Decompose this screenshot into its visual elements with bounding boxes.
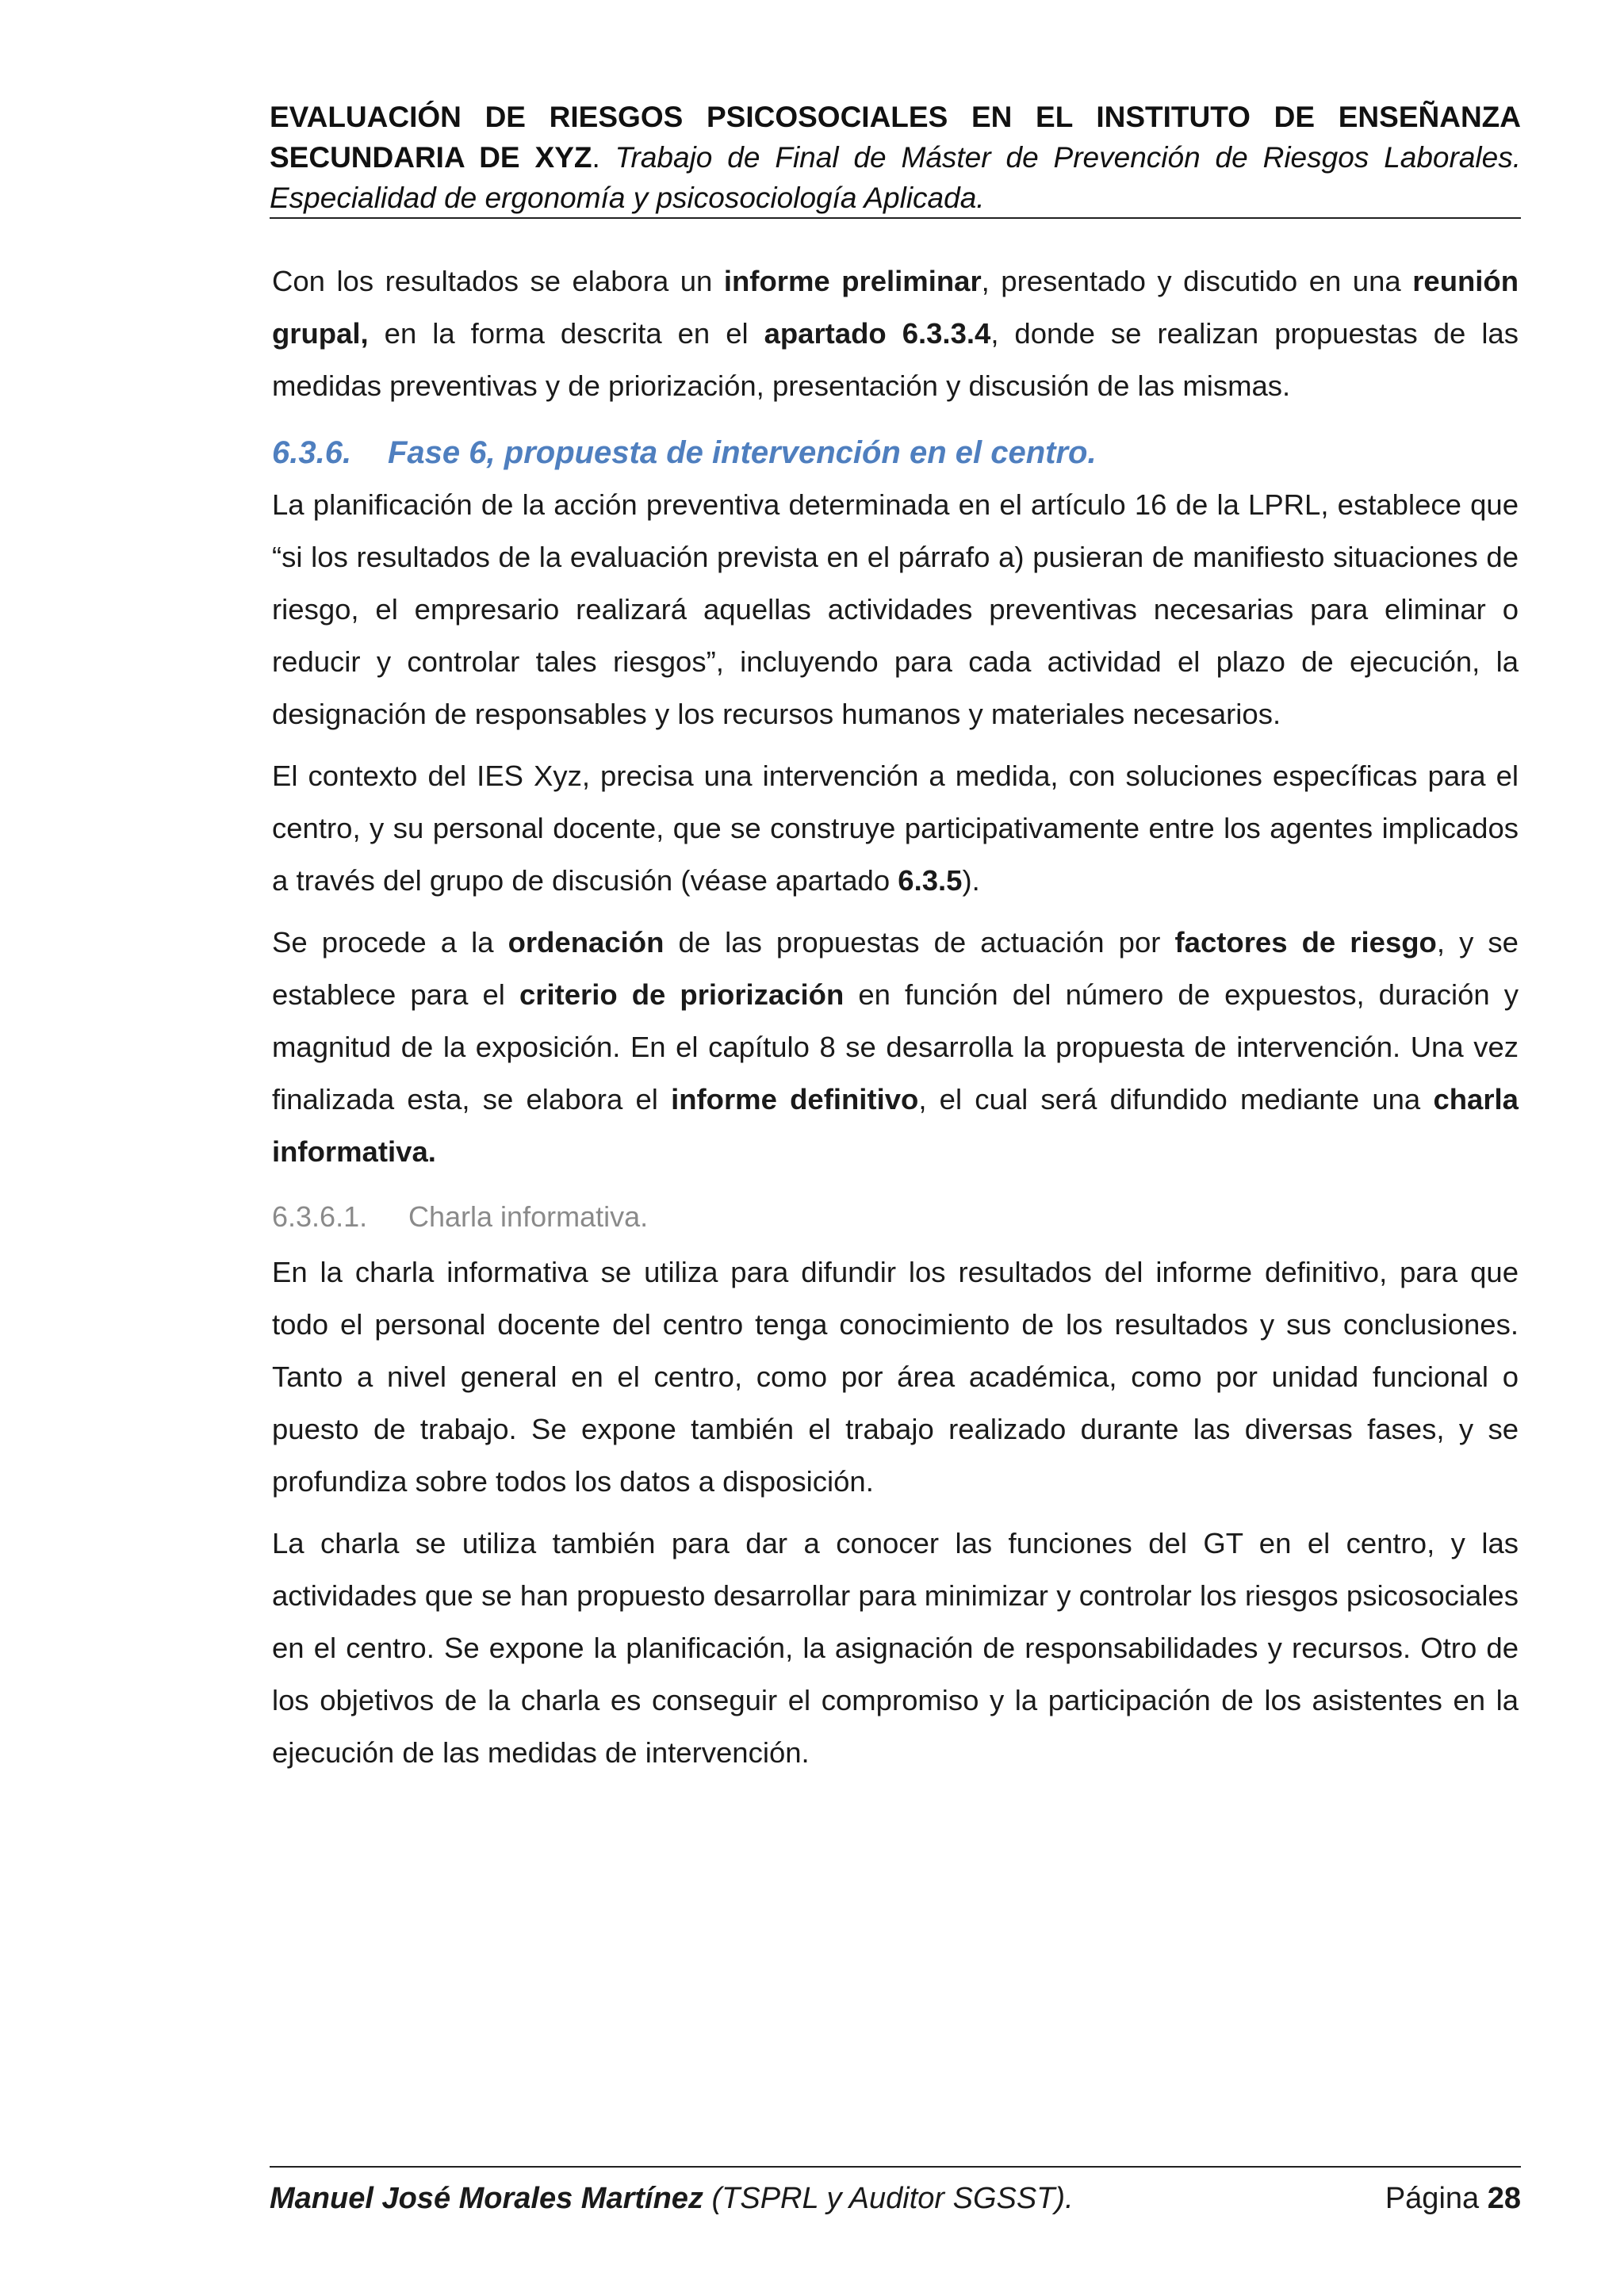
text: , donde se realizan propuestas de las medidas preventivas y de priorización, presentación y discusión de las mismas. xyxy=(272,317,1519,402)
bold-text: ordenación xyxy=(508,926,665,959)
header-subtitle: Trabajo de Final de Máster de Prevención de Riesgos Laborales. Especialidad de ergonomía y psicosociología Aplicada. xyxy=(270,141,1521,214)
header-title: EVALUACIÓN DE RIESGOS PSICOSOCIALES EN EL INSTITUTO DE ENSEÑANZA SECUNDARIA DE XYZ xyxy=(270,101,1521,174)
paragraph-preliminary-report xyxy=(272,255,1519,412)
running-header xyxy=(270,97,1521,218)
text: ). xyxy=(962,864,980,897)
paragraph-planning: La planificación de la acción preventiva determinada en el artículo 16 de la LPRL, establece que “si los resultados de la evaluación prevista en el párrafo a) pusieran de manifiesto situaciones de riesgo, el empresario realizará aquellas actividades preventivas necesarias para eliminar o reducir y controlar tales riesgos”, incluyendo para cada actividad el plazo de ejecución, la designación de responsables y los recursos humanos y materiales necesarios. xyxy=(272,488,1519,730)
page-label: Página xyxy=(1385,2182,1488,2215)
subsection-number: 6.3.6.1. xyxy=(272,1200,368,1233)
section-heading xyxy=(272,427,1519,479)
paragraph-context xyxy=(272,750,1519,907)
section-number: 6.3.6. xyxy=(272,435,352,470)
bold-text: charla informativa. xyxy=(272,1083,1519,1168)
running-footer xyxy=(270,2176,1521,2221)
text: El contexto del IES Xyz, precisa una intervención a medida, con soluciones específicas para el centro, y su personal docente, que se construye participativamente entre los agentes implicados a través del grupo de discusión (véase apartado xyxy=(272,760,1519,897)
paragraph-ordering xyxy=(272,916,1519,1178)
text: en función del número de expuestos, duración y magnitud de la exposición. En el capítulo 8 se desarrolla la propuesta de intervención. Una vez finalizada esta, se elabora el xyxy=(272,978,1519,1115)
bold-text: 6.3.5 xyxy=(898,864,963,897)
text: de las propuestas de actuación por xyxy=(664,926,1175,959)
text: Con los resultados se elabora un xyxy=(272,265,724,297)
bold-text: apartado 6.3.3.4 xyxy=(764,317,991,350)
text: en la forma descrita en el xyxy=(368,317,764,350)
document-body xyxy=(272,255,1519,1789)
bold-text: reunión grupal, xyxy=(272,265,1519,350)
paragraph-talk-objectives: La charla se utiliza también para dar a conocer las funciones del GT en el centro, y las actividades que se han propuesto desarrollar para minimizar y controlar los riesgos psicosociales en el centro. Se expone la planificación, la asignación de responsabilidades y recursos. Otro de los objetivos de la charla es conseguir el compromiso y la participación de los asistentes en la ejecución de las medidas de intervención. xyxy=(272,1527,1519,1769)
bold-text: criterio de priorización xyxy=(519,978,845,1011)
bold-text: factores de riesgo xyxy=(1174,926,1437,959)
page-number-value: 28 xyxy=(1487,2182,1521,2215)
footer-rule xyxy=(270,2166,1521,2168)
bold-text: informe preliminar xyxy=(723,265,982,297)
footer-author: Manuel José Morales Martínez xyxy=(270,2182,703,2215)
paragraph-talk-purpose: En la charla informativa se utiliza para difundir los resultados del informe definitivo, para que todo el personal docente del centro tenga conocimiento de los resultados y sus conclusiones. Tanto a nivel general en el centro, como por área académica, como por unidad funcional o puesto de trabajo. Se expone también el trabajo realizado durante las diversas fases, y se profundiza sobre todos los datos a disposición. xyxy=(272,1256,1519,1498)
section-title: Fase 6, propuesta de intervención en el centro. xyxy=(388,435,1097,470)
text: Se procede a la xyxy=(272,926,508,959)
text: , presentado y discutido en una xyxy=(981,265,1413,297)
header-separator: . xyxy=(592,141,615,174)
footer-role: (TSPRL y Auditor SGSST). xyxy=(703,2182,1074,2215)
header-rule xyxy=(270,217,1521,219)
bold-text: informe definitivo xyxy=(671,1083,919,1115)
subsection-title: Charla informativa. xyxy=(408,1200,649,1233)
text: , y se establece para el xyxy=(272,926,1519,1011)
page-number xyxy=(1385,2176,1521,2221)
text: , el cual será difundido mediante una xyxy=(918,1083,1434,1115)
subsection-heading xyxy=(272,1191,1519,1243)
